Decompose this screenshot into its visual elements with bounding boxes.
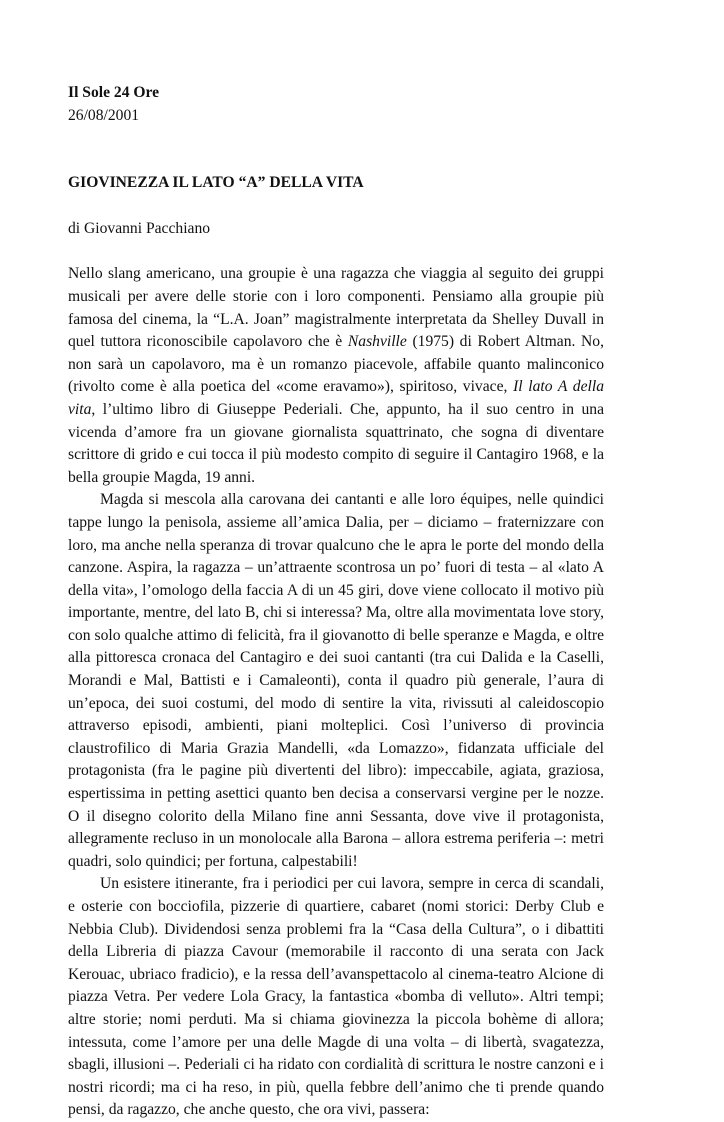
article-paragraph-3 [68, 873, 604, 1122]
article-author: di Giovanni Pacchiano [68, 219, 211, 237]
article-title: GIOVINEZZA IL LATO “A” DELLA VITA [68, 174, 364, 192]
text-run: (1975) di Robert Altman. No, non sarà un capolavoro, ma è un romanzo piacevole, affabile quanto malinconico (rivolto come è alla poetica del «come eravamo»), spiritoso, vivace, [68, 333, 605, 396]
publication-date: 26/08/2001 [68, 106, 140, 124]
document-page [68, 82, 604, 1122]
text-run: Un esistere itinerante, fra i periodici per cui lavora, sempre in cerca di scandali, e osterie con bocciofila, pizzerie di quartiere, cabaret (nomi storici: Derby Club e Nebbia Club). Dividendosi senza problemi fra la “Casa della Cultura”, o i dibattiti della Libreria di piazza Cavour (memorabile il racconto di una serata con Jack Kerouac, ubriaco fradicio), e la ressa dell’avanspettacolo al cinema-teatro Alcione di piazza Vetra. Per vedere Lola Gracy, la fantastica «bomba di velluto». Altri tempi; altre storie; nomi perduti. Ma si chiama giovinezza la piccola bohème di allora; intessuta, come l’amore per una delle Magde di una volta – di libertà, svagatezza, sbagli, illusioni –. Pederiali ci ha ridato con cordialità di scrittura le nostre canzoni e i nostri ricordi; ma ci ha reso, in più, quella febbre dell’animo che ti prende quando pensi, da ragazzo, che anche questo, che ora vivi, passera: [68, 875, 604, 1119]
italic-title-run: Il lato A della vita [68, 378, 604, 418]
italic-title-run: Nashville [347, 333, 407, 351]
newspaper-name: Il Sole 24 Ore [68, 84, 160, 101]
text-run: Nello slang americano, una groupie è una ragazza che viaggia al seguito dei gruppi musicali per avere delle storie con i loro componenti. Pensiamo alla groupie più famosa del cinema, la “L.A. Joan” magistralmente interpretata da Shelley Duvall in quel tuttora riconoscibile capolavoro che è [68, 265, 604, 351]
article-paragraph-1 [68, 263, 604, 489]
text-run: , l’ultimo libro di Giuseppe Pederiali. Che, appunto, ha il suo centro in una vicenda d’amore fra un giovane giornalista squattrinato, che sogna di diventare scrittore di grido e cui tocca il più modesto compito di seguire il Cantagiro 1968, e la bella groupie Magda, 19 anni. [68, 400, 604, 486]
article-paragraph-2 [68, 489, 604, 873]
text-run: Magda si mescola alla carovana dei cantanti e alle loro équipes, nelle quindici tappe lungo la penisola, assieme all’amica Dalia, per – diciamo – fraternizzare con loro, ma anche nella speranza di trovar qualcuno che le apra le porte del mondo della canzone. Aspira, la ragazza – un’attraente scontrosa un po’ fuori di testa – al «lato A della vita», l’omologo della faccia A di un 45 giri, dove viene collocato il motivo più importante, mentre, del lato B, chi si interessa? Ma, oltre alla movimentata love story, con solo qualche attimo di felicità, fra il giovanotto di belle speranze e Magda, e oltre alla pittoresca cronaca del Cantagiro e dei suoi cantanti (tra cui Dalida e la Caselli, Morandi e Mal, Battisti e i Camaleonti), conta il quadro più generale, l’aura di un’epoca, dei suoi costumi, del modo di sentire la vita, rivissuti al caleidoscopio attraverso episodi, ambienti, piani molteplici. Così l’universo di provincia claustrofilico di Maria Grazia Mandelli, «da Lomazzo», fidanzata ufficiale del protagonista (fra le pagine più divertenti del libro): impeccabile, agiata, graziosa, espertissima in petting asettici quanto ben decisa a conservarsi vergine per le nozze. O il disegno colorito della Milano fine anni Sessanta, dove vive il protagonista, allegramente recluso in un monolocale alla Barona – allora estrema periferia –: metri quadri, solo quindici; per fortuna, calpestabili! [68, 491, 604, 870]
